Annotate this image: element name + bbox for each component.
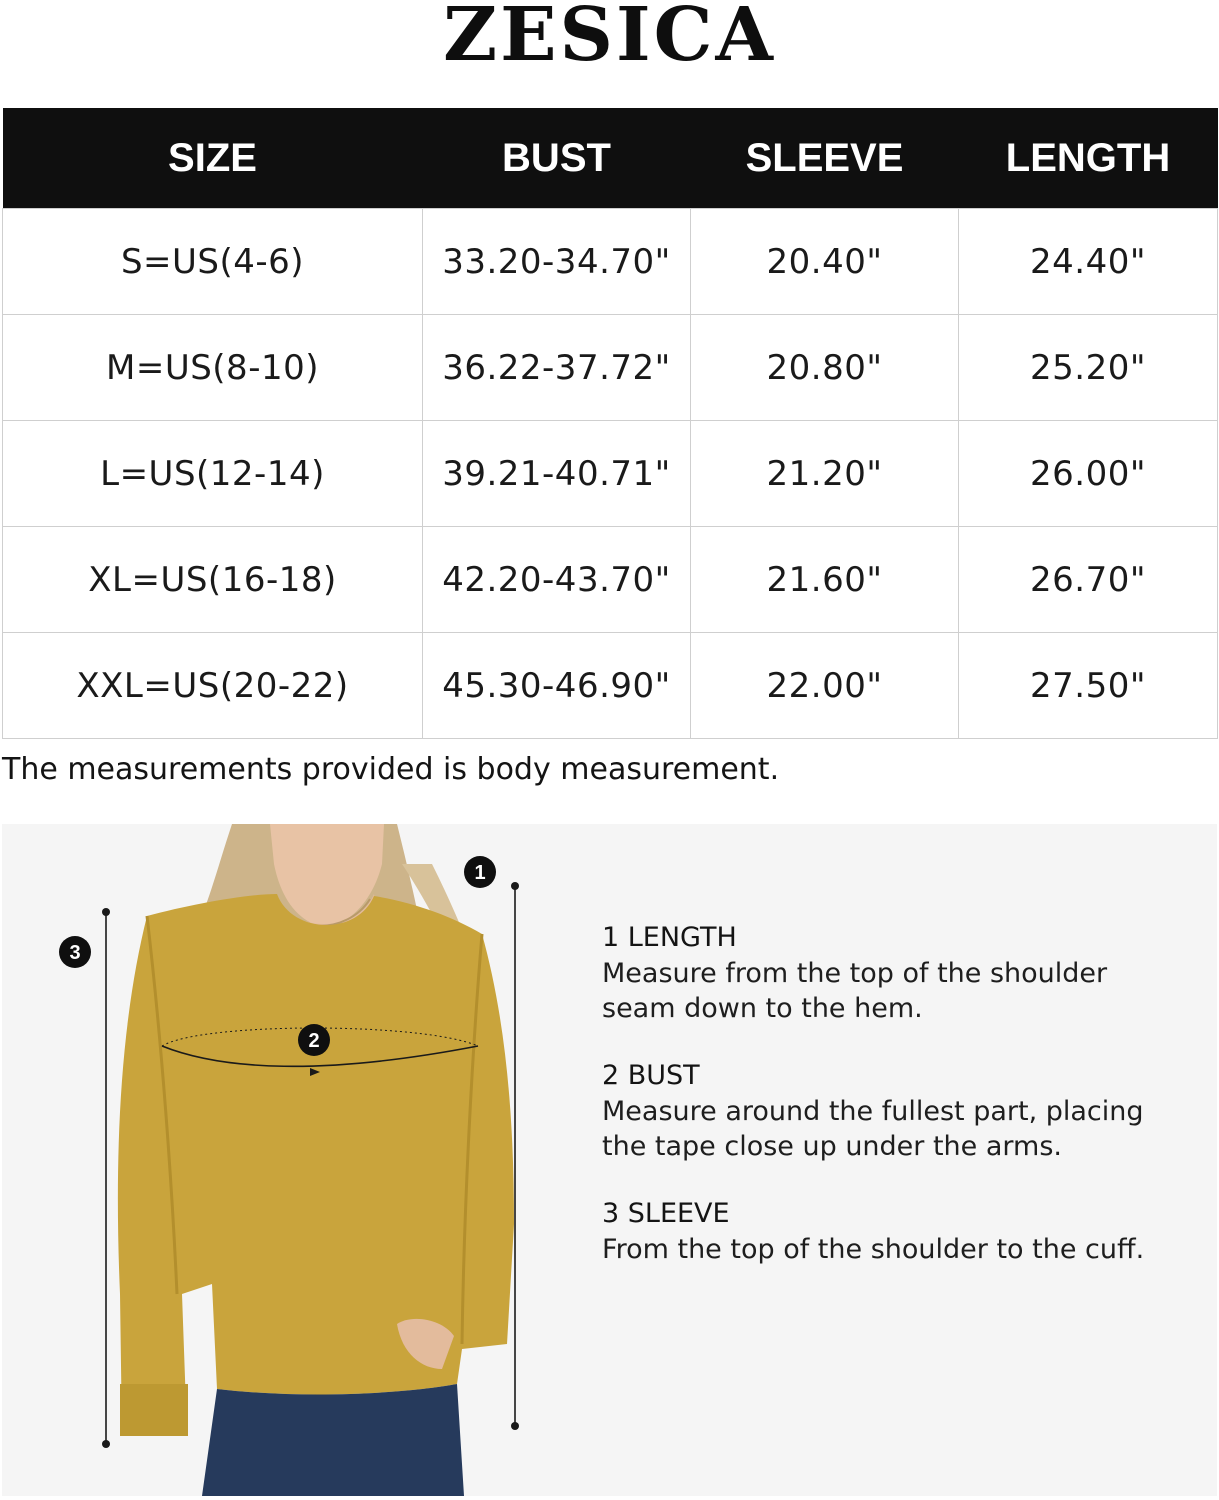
cell-sleeve: 21.20" (691, 421, 959, 527)
guide-text: Measure from the top of the shoulder (602, 958, 1108, 989)
guide-text: seam down to the hem. (602, 993, 923, 1024)
cell-bust: 39.21-40.71" (423, 421, 691, 527)
cell-length: 26.70" (959, 527, 1218, 633)
guide-title: 3 SLEEVE (602, 1198, 730, 1229)
guide-length (602, 920, 1202, 1026)
guide-text: From the top of the shoulder to the cuff. (602, 1234, 1145, 1265)
table-row (3, 209, 1218, 315)
marker-2-label: 2 (308, 1030, 320, 1052)
cell-bust: 45.30-46.90" (423, 633, 691, 739)
marker-3-label: 3 (69, 942, 81, 964)
cell-sleeve: 20.80" (691, 315, 959, 421)
cell-bust: 36.22-37.72" (423, 315, 691, 421)
guide-title: 1 LENGTH (602, 922, 737, 953)
marker-1-label: 1 (474, 862, 486, 884)
line-end-dot (102, 1440, 110, 1448)
cell-sleeve: 20.40" (691, 209, 959, 315)
guide-text: Measure around the fullest part, placing (602, 1096, 1144, 1127)
measurement-guides (602, 920, 1202, 1299)
model-figure (2, 824, 562, 1496)
measurement-note: The measurements provided is body measurement. (2, 752, 780, 787)
sweater-shape (118, 894, 514, 1436)
cell-size: XXL=US(20-22) (3, 633, 423, 739)
table-header-row (3, 108, 1218, 209)
cell-bust: 33.20-34.70" (423, 209, 691, 315)
header-size: SIZE (3, 108, 423, 209)
marker-3 (59, 936, 91, 968)
cell-length: 27.50" (959, 633, 1218, 739)
brand-logo: ZESICA (443, 0, 776, 78)
cell-length: 25.20" (959, 315, 1218, 421)
cell-size: L=US(12-14) (3, 421, 423, 527)
cuff-shape (120, 1384, 188, 1436)
guide-sleeve (602, 1196, 1202, 1267)
header-length: LENGTH (959, 108, 1218, 209)
marker-2 (298, 1024, 330, 1056)
cell-bust: 42.20-43.70" (423, 527, 691, 633)
cell-length: 24.40" (959, 209, 1218, 315)
cell-size: S=US(4-6) (3, 209, 423, 315)
jeans-shape (202, 1384, 464, 1496)
cell-sleeve: 22.00" (691, 633, 959, 739)
guide-text: the tape close up under the arms. (602, 1131, 1062, 1162)
line-end-dot (511, 1422, 519, 1430)
cell-length: 26.00" (959, 421, 1218, 527)
table-row (3, 527, 1218, 633)
guide-title: 2 BUST (602, 1060, 700, 1091)
line-end-dot (102, 908, 110, 916)
cell-size: M=US(8-10) (3, 315, 423, 421)
table-row (3, 421, 1218, 527)
header-sleeve: SLEEVE (691, 108, 959, 209)
line-end-dot (511, 882, 519, 890)
size-chart-table (2, 108, 1218, 739)
table-row (3, 633, 1218, 739)
cell-sleeve: 21.60" (691, 527, 959, 633)
cell-size: XL=US(16-18) (3, 527, 423, 633)
measurement-guide-panel (2, 824, 1217, 1496)
guide-bust (602, 1058, 1202, 1164)
table-row (3, 315, 1218, 421)
header-bust: BUST (423, 108, 691, 209)
marker-1 (464, 856, 496, 888)
